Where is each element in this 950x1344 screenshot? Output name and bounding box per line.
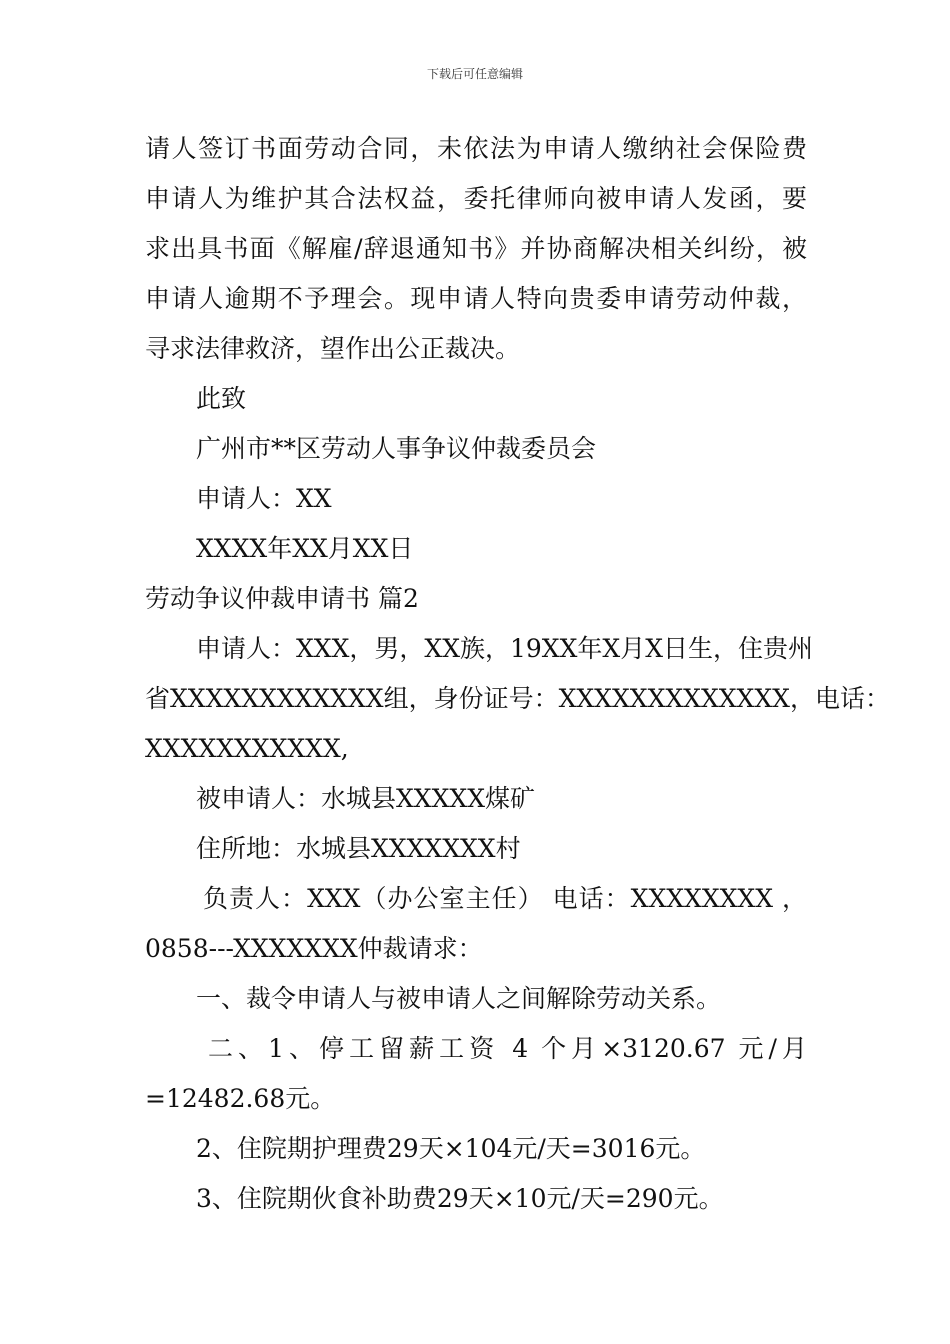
arbitration-request-heading: 0858---XXXXXXX仲裁请求： (145, 934, 483, 963)
claim-item: 2、住院期护理费29天×104元/天=3016元。 (196, 1134, 706, 1163)
claim-item: 3、住院期伙食补助费29天×10元/天=290元。 (196, 1184, 724, 1213)
responsible-person-line: 负责人：XXX（办公室主任） 电话：XXXXXXXX ， (203, 884, 807, 913)
document-body (145, 124, 890, 1224)
applicant-signature: 申请人：XX (196, 484, 332, 513)
claim-item: 二、1、停工留薪工资 4 个月×3120.67 元/月 (208, 1034, 807, 1063)
date-line: XXXX年XX月XX日 (196, 534, 414, 563)
address-line: 住所地：水城县XXXXXXX村 (196, 834, 521, 863)
recipient: 广州市**区劳动人事争议仲裁委员会 (196, 434, 597, 463)
paragraph-line: 申请人逾期不予理会。现申请人特向贵委申请劳动仲裁， (145, 284, 807, 313)
paragraph-line: 申请人：XXX，男，XX族，19XX年X月X日生，住贵州 (196, 634, 813, 663)
section-title: 劳动争议仲裁申请书 篇2 (145, 584, 419, 613)
paragraph-line: 请人签订书面劳动合同，未依法为申请人缴纳社会保险费 (145, 134, 807, 163)
respondent-line: 被申请人：水城县XXXXX煤矿 (196, 784, 535, 813)
paragraph-line: XXXXXXXXXXX, (145, 734, 349, 763)
claim-item: 一、裁令申请人与被申请人之间解除劳动关系。 (196, 984, 722, 1013)
paragraph-line: 申请人为维护其合法权益，委托律师向被申请人发函，要 (145, 184, 807, 213)
paragraph-line: 寻求法律救济，望作出公正裁决。 (145, 334, 521, 363)
page-header: 下载后可任意编辑 (426, 67, 523, 81)
paragraph-line: 求出具书面《解雇/辞退通知书》并协商解决相关纠纷，被 (145, 234, 807, 263)
claim-item-continued: =12482.68元。 (145, 1084, 336, 1113)
paragraph-line: 省XXXXXXXXXXXX组，身份证号：XXXXXXXXXXXXX，电话： (145, 684, 890, 713)
salutation: 此致 (196, 384, 247, 413)
